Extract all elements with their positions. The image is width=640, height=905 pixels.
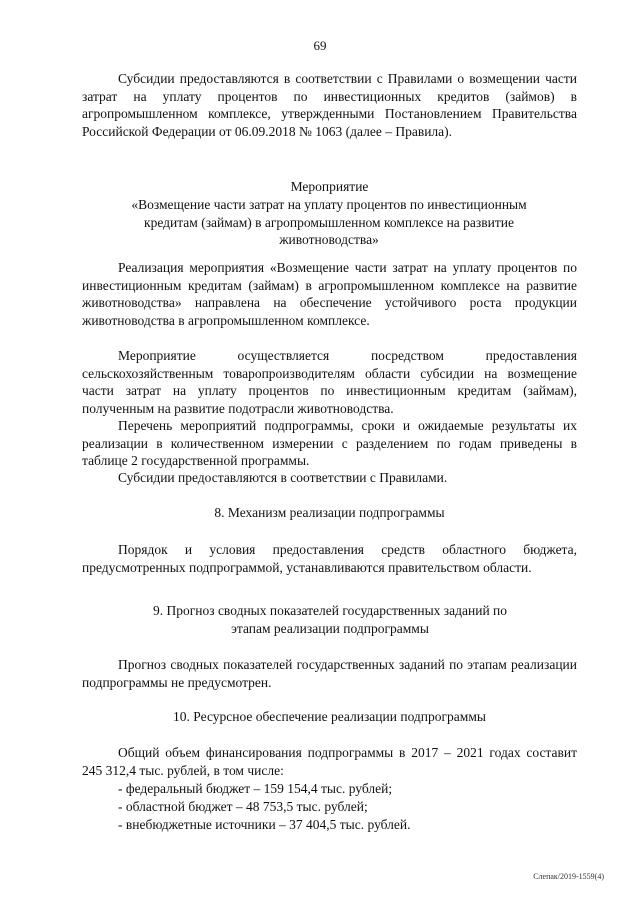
- paragraph-subsidy-short: Субсидии предоставляются в соответствии с Правилами.: [118, 470, 448, 485]
- paragraph-forecast: Прогноз сводных показателей государственных заданий по этапам реализации подпрограммы не предусмотрен.: [82, 657, 577, 690]
- paragraph-measure-mechanism: Мероприятие осуществляется посредством предоставления сельскохозяйственным товаропроизводителям области субсидии на возмещение части затрат на уплату процентов по инвестиционным кредитам (займам), полученным на развитие подотрасли животноводства.: [82, 348, 577, 416]
- paragraph-subsidy-rules: Субсидии предоставляются в соответствии с Правилами о возмещении части затрат на уплату процентов по инвестиционных кредитов (займов) в агропромышленном комплексе, утвержденными Постановлением Правительства Российской Федерации от 06.09.2018 № 1063 (далее – Правила).: [82, 71, 577, 139]
- footer-document-code: Слепак/2019-1559(4): [533, 872, 604, 881]
- list-item-regional-budget: - областной бюджет – 48 753,5 тыс. рублей;: [118, 799, 368, 814]
- paragraph-measure-goal: Реализация мероприятия «Возмещение части затрат на уплату процентов по инвестиционным кредитам (займам) в агропромышленном комплексе на развитие животноводства» направлена на обеспечение устойчивого роста продукции животноводства в агропромышленном комплексе.: [82, 260, 577, 328]
- paragraph-total-financing: Общий объем финансирования подпрограммы в 2017 – 2021 годах составит 245 312,4 тыс. рублей, в том числе:: [82, 745, 577, 778]
- section-10-heading: 10. Ресурсное обеспечение реализации подпрограммы: [173, 709, 486, 724]
- measure-title: Мероприятие: [290, 179, 369, 194]
- section-9-heading: 9. Прогноз сводных показателей государственных заданий по этапам реализации подпрограммы: [152, 603, 508, 636]
- list-item-federal-budget: - федеральный бюджет – 159 154,4 тыс. рублей;: [118, 781, 393, 796]
- section-8-heading: 8. Механизм реализации подпрограммы: [214, 505, 445, 520]
- page-number: 69: [313, 38, 327, 53]
- paragraph-funds-order: Порядок и условия предоставления средств областного бюджета, предусмотренных подпрограммой, устанавливаются правительством области.: [82, 542, 577, 575]
- list-item-extrabudgetary: - внебюджетные источники – 37 404,5 тыс. рублей.: [118, 817, 411, 832]
- paragraph-measures-list: Перечень мероприятий подпрограммы, сроки и ожидаемые результаты их реализации в количественном измерении с разделением по годам приведены в таблице 2 государственной программы.: [82, 418, 577, 468]
- measure-name: «Возмещение части затрат на уплату процентов по инвестиционным кредитам (займам) в агропромышленном комплексе на развитие животноводства»: [131, 197, 527, 247]
